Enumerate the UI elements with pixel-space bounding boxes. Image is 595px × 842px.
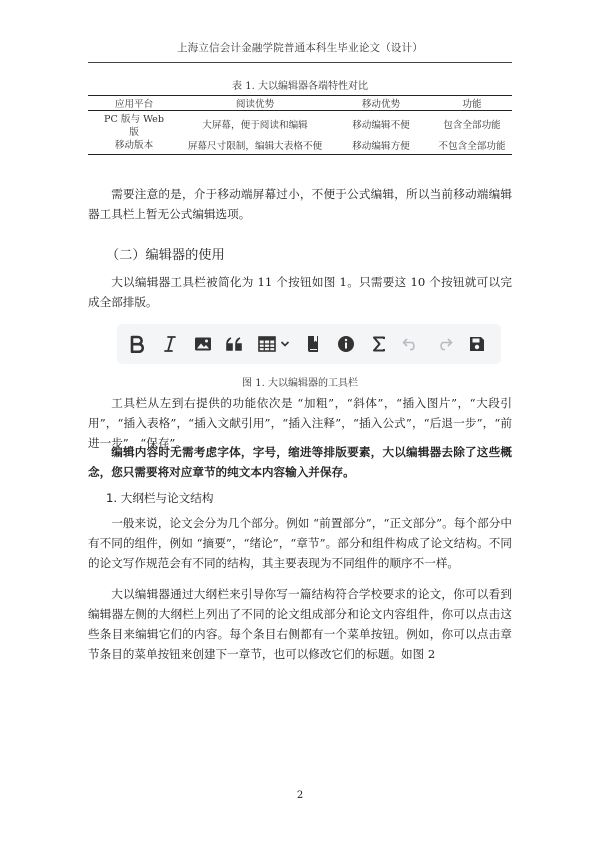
column-header: 移动优势 <box>330 96 432 111</box>
table-cell: 大屏幕，便于阅读和编辑 <box>202 119 308 131</box>
table-caption: 表 1. 大以编辑器各端特性对比 <box>232 81 368 92</box>
redo-button[interactable] <box>430 330 458 358</box>
outline-paragraph-1: 一般来说，论文会分为几个部分。例如 “前置部分”，“正文部分”。每个部分中有不同的组件，例如 “摘要”，“绪论”，“章节”。部分和组件构成了论文结构。不同的论文写作规范会有不同的结构，其主要表现为不同组件的顺序不一样。 <box>88 516 512 570</box>
table-icon <box>258 336 276 352</box>
image-icon <box>194 336 212 352</box>
column-header: 应用平台 <box>88 96 180 111</box>
toolbar-functions-paragraph: 工具栏从左到右提供的功能依次是 “加粗”，“斜体”，“插入图片”，“大段引用”，“插入表格”，“插入文献引用”，“插入注释”，“插入公式”，“后退一步”，“前进一步”，“保存”。 <box>88 396 512 450</box>
outline-subheading: 1. 大纲栏与论文结构 <box>106 491 214 505</box>
table-cell: 移动版本 <box>88 139 180 155</box>
italic-icon <box>163 335 177 353</box>
table-cell: 屏幕尺寸限制，编辑大表格不便 <box>180 139 330 155</box>
redo-icon <box>435 337 453 351</box>
undo-icon <box>402 337 420 351</box>
section-heading: （二）编辑器的使用 <box>106 248 225 263</box>
bold-button[interactable] <box>123 330 151 358</box>
column-header: 功能 <box>432 96 512 111</box>
feature-comparison-table <box>88 95 512 155</box>
table-row <box>88 139 512 155</box>
italic-button[interactable] <box>156 330 184 358</box>
insert-image-button[interactable] <box>189 330 217 358</box>
formula-note-paragraph: 需要注意的是，介于移动端屏幕过小，不便于公式编辑，所以当前移动端编辑器工具栏上暂无公式编辑选项。 <box>88 187 512 221</box>
table-cell: 移动编辑方便 <box>330 139 432 155</box>
info-icon <box>337 335 355 353</box>
toolbar-intro-paragraph: 大以编辑器工具栏被简化为 11 个按钮如图 1。只需要这 10 个按钮就可以完成全部排版。 <box>88 275 512 309</box>
page-number: 2 <box>296 790 304 801</box>
table-header-row <box>88 96 512 111</box>
insert-footnote-button[interactable] <box>332 330 360 358</box>
book-icon <box>306 335 320 353</box>
sigma-icon <box>372 336 386 352</box>
block-quote-button[interactable] <box>221 330 249 358</box>
chevron-down-icon <box>280 340 290 348</box>
table-cell: 包含全部功能 <box>443 119 501 131</box>
header-rule <box>88 62 512 63</box>
page-header: 上海立信会计金融学院普通本科生毕业论文（设计） <box>176 42 424 54</box>
table-cell: 不包含全部功能 <box>432 139 512 155</box>
column-header: 阅读优势 <box>180 96 330 111</box>
bold-note-paragraph: 编辑内容时无需考虑字体，字号，缩进等排版要素，大以编辑器去除了这些概念，您只需要将对应章节的纯文本内容输入并保存。 <box>88 445 512 479</box>
editor-toolbar <box>117 324 501 364</box>
insert-table-button[interactable] <box>254 330 294 358</box>
undo-button[interactable] <box>397 330 425 358</box>
figure-caption: 图 1. 大以编辑器的工具栏 <box>242 378 358 389</box>
table-cell: PC 版与 Web 版 <box>104 114 164 138</box>
save-icon <box>469 336 485 352</box>
table-cell: 移动编辑不便 <box>352 119 410 131</box>
outline-paragraph-2: 大以编辑器通过大纲栏来引导你写一篇结构符合学校要求的论文，你可以看到编辑器左侧的大纲栏上列出了不同的论文组成部分和论文内容组件，你可以点击这些条目来编辑它们的内容。每个条目右侧都有一个菜单按钮。例如，你可以点击章节条目的菜单按钮来创建下一章节，也可以修改它们的标题。如图 2 <box>88 587 512 661</box>
table-row <box>88 111 512 140</box>
insert-citation-button[interactable] <box>299 330 327 358</box>
insert-formula-button[interactable] <box>365 330 393 358</box>
quote-icon <box>226 337 244 351</box>
bold-icon <box>129 335 145 353</box>
save-button[interactable] <box>463 330 491 358</box>
